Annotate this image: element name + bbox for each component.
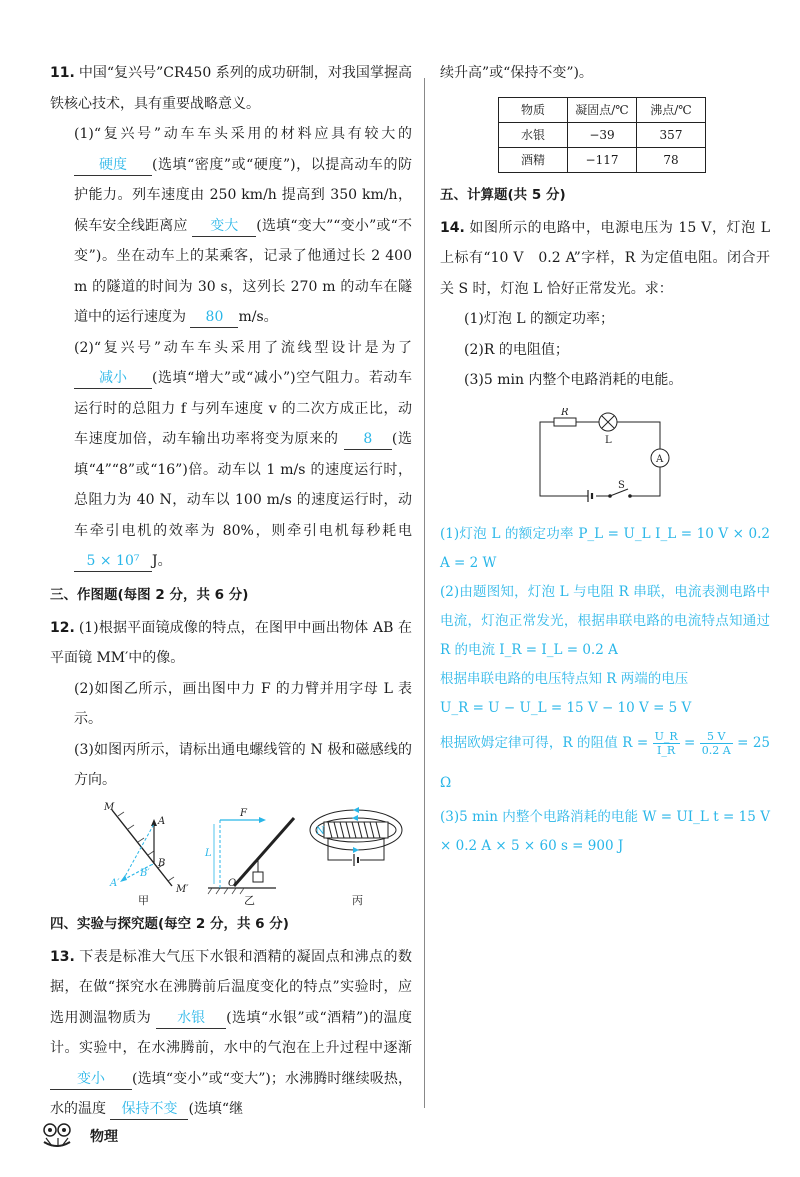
question-13 (50, 942, 412, 1125)
lever-figure (202, 802, 302, 902)
question-number: 11. (50, 65, 75, 81)
text: (选填“密度”或“硬度”)，以提高动车的防护能力。列车速度由 250 km/h 提高到 350 km/h，候车安全线距离应 (74, 156, 412, 234)
solenoid-figure (306, 802, 406, 902)
page-footer (40, 1120, 118, 1150)
mirror-figure (98, 802, 198, 902)
melting-boiling-table (498, 97, 706, 173)
text: (选填“变大”“变小”或“不变”)。坐在动车上的某乘客，记录了他通过长 2 400 m 的隧道的时间为 30 s，这列长 270 m 的动车在隧道中的运行速度为 (74, 217, 412, 325)
fig-letter: F (240, 807, 247, 819)
answer-blank: 水银 (156, 1008, 226, 1029)
denominator: I_R (657, 743, 676, 757)
left-column (50, 58, 412, 1125)
numerator: 5 V (700, 730, 733, 744)
fig-letter: L (205, 847, 212, 859)
answer-blank: 8 (344, 429, 392, 450)
question-14 (440, 213, 770, 861)
equals-sign: = (684, 734, 696, 751)
answer-blank: 减小 (74, 368, 152, 389)
section-heading: 四、实验与探究题(每空 2 分，共 6 分) (50, 915, 289, 932)
table-cell: 78 (637, 147, 706, 172)
subject-title: 物理 (90, 1129, 118, 1145)
figure-label: 丙 (352, 893, 363, 907)
fig-letter: N (316, 825, 325, 837)
circuit-label: L (605, 434, 612, 446)
answer-blank: 变大 (192, 216, 256, 237)
circuit-label: A (656, 453, 664, 465)
table-row (499, 122, 706, 147)
q12-part2: (2)如图乙所示，画出图中力 F 的力臂并用字母 L 表示。 (74, 680, 412, 727)
text: (选填“变小”或“变大”)；水沸腾时继续吸热，水的温度 (50, 1070, 412, 1117)
answer-blank: 硬度 (74, 155, 152, 176)
question-number: 12. (50, 619, 75, 636)
text: (选填“继 (188, 1101, 244, 1117)
q11-part1 (50, 119, 412, 333)
text: m/s。 (238, 309, 278, 325)
fig-letter: M (104, 801, 115, 813)
q12-figures (98, 802, 412, 906)
q12-part3: (3)如图丙所示，请标出通电螺线管的 N 极和磁感线的方向。 (74, 741, 412, 788)
q13-continuation: 续升高”或“保持不变”)。 (440, 65, 593, 81)
fig-letter: A′ (110, 877, 120, 889)
q14-sub2: (2)R 的电阻值； (464, 341, 569, 358)
section-heading: 五、计算题(共 5 分) (440, 186, 566, 203)
q11-part2 (50, 333, 412, 577)
numerator: U_R (654, 729, 678, 743)
text: (1)根据平面镜成像的特点，在图甲中画出物体 AB 在平面镜 MM′中的像。 (50, 619, 412, 666)
table-header: 物质 (499, 97, 568, 122)
right-column (440, 58, 770, 861)
text: (选填“4”“8”或“16”)倍。动车以 1 m/s 的速度运行时，总阻力为 40 N，动车以 100 m/s 的速度运行时，动车牵引电机的效率为 80%，则牵引电机每秒耗电 (74, 431, 412, 539)
figure-label: 甲 (138, 893, 149, 907)
question-intro: 中国“复兴号”CR450 系列的成功研制，对我国掌握高铁核心技术，具有重要战略意义。 (50, 65, 412, 112)
fraction (700, 730, 733, 757)
fraction (653, 730, 680, 757)
text: (1)“复兴号”动车车头采用的材料应具有较大的 (74, 126, 412, 142)
figure-label: 乙 (244, 893, 255, 907)
text: (选填“水银”或“酒精”)的温度计。实验中，在水沸腾前，水中的气泡在上升过程中逐渐 (50, 1009, 412, 1056)
text: 根据欧姆定律可得，R 的阻值 R = (440, 734, 649, 751)
table-row (499, 147, 706, 172)
table-header: 凝固点/℃ (568, 97, 637, 122)
q14-sub1: (1)灯泡 L 的额定功率； (464, 311, 615, 327)
mascot-logo-icon (40, 1120, 80, 1150)
table-header: 沸点/℃ (637, 97, 706, 122)
question-11 (50, 58, 412, 577)
answer-blank: 5 × 10⁷ (74, 551, 152, 572)
question-number: 13. (50, 948, 75, 965)
fig-letter: M′ (176, 883, 189, 895)
solution-line: 根据串联电路的电压特点知 R 两端的电压 (440, 670, 689, 687)
fig-letter: B′ (140, 867, 150, 879)
text: = 25 Ω (440, 734, 771, 791)
solution-line: (1)灯泡 L 的额定功率 P_L = U_L I_L = 10 V × 0.2 A = 2 W (440, 525, 770, 571)
fig-letter: A (158, 815, 166, 827)
text: J。 (152, 553, 172, 569)
question-12 (50, 613, 412, 906)
fig-letter: O (228, 877, 237, 889)
circuit-label: R (561, 407, 569, 418)
solution-line: (3)5 min 内整个电路消耗的电能 W = UI_L t = 15 V × 0.2 A × 5 × 60 s = 900 J (440, 808, 770, 854)
table-header-row (499, 97, 706, 122)
question-number: 14. (440, 219, 465, 236)
q14-solution (440, 520, 770, 861)
text: 下表是标准大气压下水银和酒精的凝固点和沸点的数据，在做“探究水在沸腾前后温度变化的特点”实验时，应选用测温物质为 (50, 948, 412, 1026)
circuit-diagram (530, 408, 680, 508)
answer-blank: 变小 (50, 1069, 132, 1090)
section-heading: 三、作图题(每图 2 分，共 6 分) (50, 586, 249, 603)
circuit-label: S (618, 479, 625, 491)
table-cell: 357 (637, 122, 706, 147)
text: (2)“复兴号”动车车头采用了流线型设计是为了 (74, 339, 412, 356)
table-cell: −117 (568, 147, 637, 172)
table-cell: 酒精 (499, 147, 568, 172)
q14-sub3: (3)5 min 内整个电路消耗的电能。 (464, 372, 683, 388)
column-divider (424, 78, 425, 1108)
table-cell: −39 (568, 122, 637, 147)
text: 如图所示的电路中，电源电压为 15 V，灯泡 L 上标有“10 V 0.2 A”字样，R 为定值电阻。闭合开关 S 时，灯泡 L 恰好正常发光。求： (440, 219, 770, 297)
fig-letter: B (158, 857, 166, 869)
solution-line: (2)由题图知，灯泡 L 与电阻 R 串联，电流表测电路中电流，灯泡正常发光，根据串联电路的电流特点知通过 R 的电流 I_R = I_L = 0.2 A (440, 583, 770, 658)
answer-blank: 80 (190, 307, 238, 328)
solution-line: U_R = U − U_L = 15 V − 10 V = 5 V (440, 699, 692, 716)
denominator: 0.2 A (701, 743, 731, 757)
solution-line-ohm (440, 723, 770, 803)
table-cell: 水银 (499, 122, 568, 147)
text: (选填“增大”或“减小”)空气阻力。若动车运行时的总阻力 f 与列车速度 v 的二次方成正比，动车速度加倍，动车输出功率将变为原来的 (74, 370, 412, 447)
answer-blank: 保持不变 (110, 1099, 188, 1120)
